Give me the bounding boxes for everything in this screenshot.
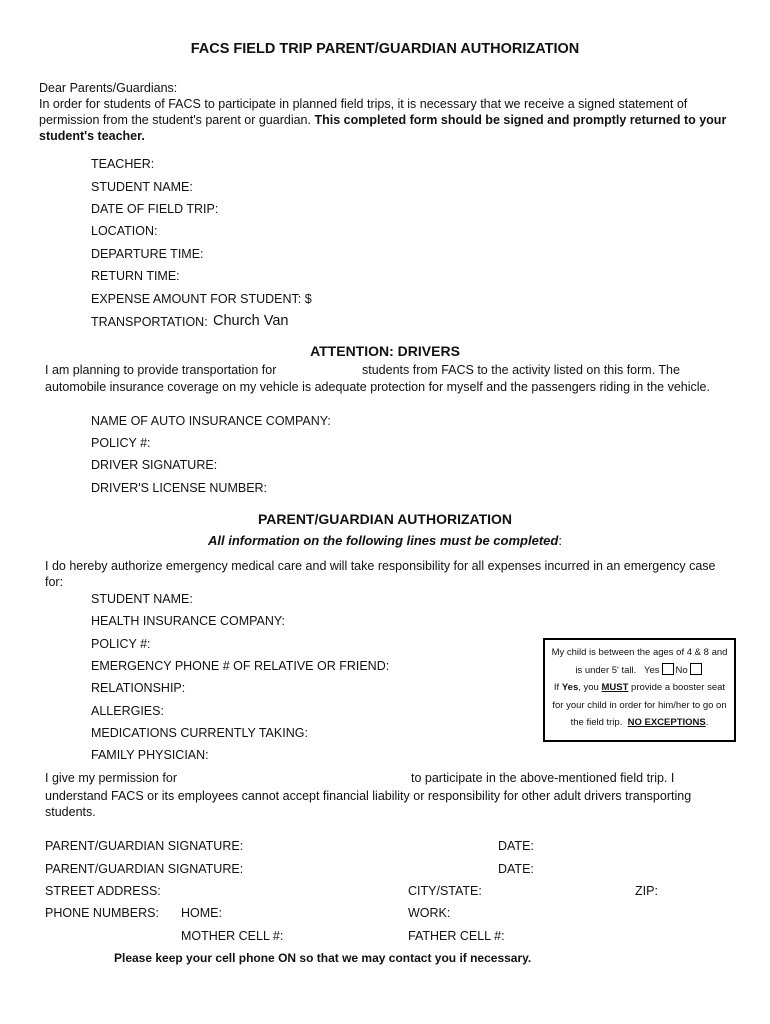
medical-authorization: I do hereby authorize emergency medical care and will take responsibility for all expenses incurred in an emergency case for:	[45, 559, 716, 589]
driver-policy-label: POLICY #:	[91, 436, 151, 450]
auth-policy-label: POLICY #:	[91, 637, 151, 651]
authorization-subheading	[0, 533, 770, 548]
booster-no-exceptions: NO EXCEPTIONS	[627, 717, 706, 728]
booster-line2	[545, 662, 734, 680]
permission-a: I give my permission for	[45, 771, 177, 785]
permission-b: to participate in the above-mentioned field trip. I	[411, 771, 675, 785]
footer-note: Please keep your cell phone ON so that we may contact you if necessary.	[114, 951, 532, 965]
allergies-label: ALLERGIES:	[91, 704, 164, 718]
page-title: FACS FIELD TRIP PARENT/GUARDIAN AUTHORIZATION	[190, 41, 580, 57]
relationship-label: RELATIONSHIP:	[91, 681, 186, 695]
auto-insurance-label: NAME OF AUTO INSURANCE COMPANY:	[91, 414, 331, 428]
booster-must: MUST	[601, 682, 629, 693]
date-1-label: DATE:	[498, 839, 534, 853]
intro-salutation: Dear Parents/Guardians:	[39, 81, 178, 95]
booster-line3	[545, 679, 734, 697]
physician-label: FAMILY PHYSICIAN:	[91, 748, 209, 762]
booster-line5-end: .	[705, 717, 709, 728]
booster-line2-text: is under 5' tall.	[575, 664, 637, 676]
transportation-label: TRANSPORTATION:	[91, 315, 208, 329]
booster-seat-notice	[543, 638, 736, 742]
booster-yes-label: Yes	[644, 664, 660, 676]
home-phone-label: HOME:	[181, 906, 222, 920]
field-trip-date-label: DATE OF FIELD TRIP:	[91, 202, 219, 216]
intro-body: In order for students of FACS to participate in planned field trips, it is necessary that we receive a signed statement of permission from the student's parent or guardian.	[39, 97, 688, 127]
booster-no-label: No	[675, 664, 688, 676]
work-phone-label: WORK:	[408, 906, 451, 920]
booster-line3-rest: provide a booster seat	[631, 682, 726, 693]
subheading-text: All information on the following lines must be completed	[208, 533, 559, 548]
drivers-heading: ATTENTION: DRIVERS	[310, 343, 460, 359]
booster-yes-checkbox[interactable]	[662, 663, 674, 675]
departure-time-label: DEPARTURE TIME:	[91, 247, 204, 261]
driver-license-label: DRIVER'S LICENSE NUMBER:	[91, 481, 268, 495]
booster-line1: My child is between the ages of 4 & 8 and	[551, 647, 728, 658]
booster-no-checkbox[interactable]	[690, 663, 702, 675]
return-time-label: RETURN TIME:	[91, 269, 180, 283]
location-label: LOCATION:	[91, 224, 158, 238]
parent-signature-1-label: PARENT/GUARDIAN SIGNATURE:	[45, 839, 244, 853]
booster-line3-you: , you	[578, 682, 599, 693]
city-state-label: CITY/STATE:	[408, 884, 482, 898]
booster-line5-text: the field trip.	[570, 717, 623, 728]
medications-label: MEDICATIONS CURRENTLY TAKING:	[91, 726, 308, 740]
zip-label: ZIP:	[635, 884, 658, 898]
emergency-phone-label: EMERGENCY PHONE # OF RELATIVE OR FRIEND:	[91, 659, 390, 673]
drivers-line1-a: I am planning to provide transportation for	[45, 363, 277, 377]
mother-cell-label: MOTHER CELL #:	[181, 929, 284, 943]
street-address-label: STREET ADDRESS:	[45, 884, 161, 898]
student-name-label: STUDENT NAME:	[91, 180, 193, 194]
auth-student-name-label: STUDENT NAME:	[91, 592, 193, 606]
phone-numbers-label: PHONE NUMBERS:	[45, 906, 159, 920]
expense-label: EXPENSE AMOUNT FOR STUDENT: $	[91, 292, 312, 306]
booster-line3-yes: Yes	[561, 682, 579, 693]
intro-emphasis: This completed form should be signed and promptly returned to your student's teacher.	[39, 113, 727, 143]
booster-line3-if: If	[553, 682, 560, 693]
permission-rest: understand FACS or its employees cannot accept financial liability or responsibility for other adult drivers transporting students.	[45, 789, 692, 819]
drivers-line1-b: students from FACS to the activity listed on this form. The	[362, 363, 680, 377]
driver-signature-label: DRIVER SIGNATURE:	[91, 458, 218, 472]
parent-signature-2-label: PARENT/GUARDIAN SIGNATURE:	[45, 862, 244, 876]
subheading-colon: :	[558, 533, 562, 548]
date-2-label: DATE:	[498, 862, 534, 876]
intro-paragraph	[39, 96, 729, 144]
health-insurance-label: HEALTH INSURANCE COMPANY:	[91, 614, 286, 628]
teacher-label: TEACHER:	[91, 157, 155, 171]
drivers-line2: automobile insurance coverage on my vehicle is adequate protection for myself and the passengers riding in the vehicle.	[45, 380, 710, 394]
father-cell-label: FATHER CELL #:	[408, 929, 505, 943]
transportation-value: Church Van	[213, 313, 289, 329]
booster-line4: for your child in order for him/her to go on	[552, 699, 727, 711]
authorization-heading: PARENT/GUARDIAN AUTHORIZATION	[257, 511, 513, 527]
booster-line5	[545, 714, 734, 732]
